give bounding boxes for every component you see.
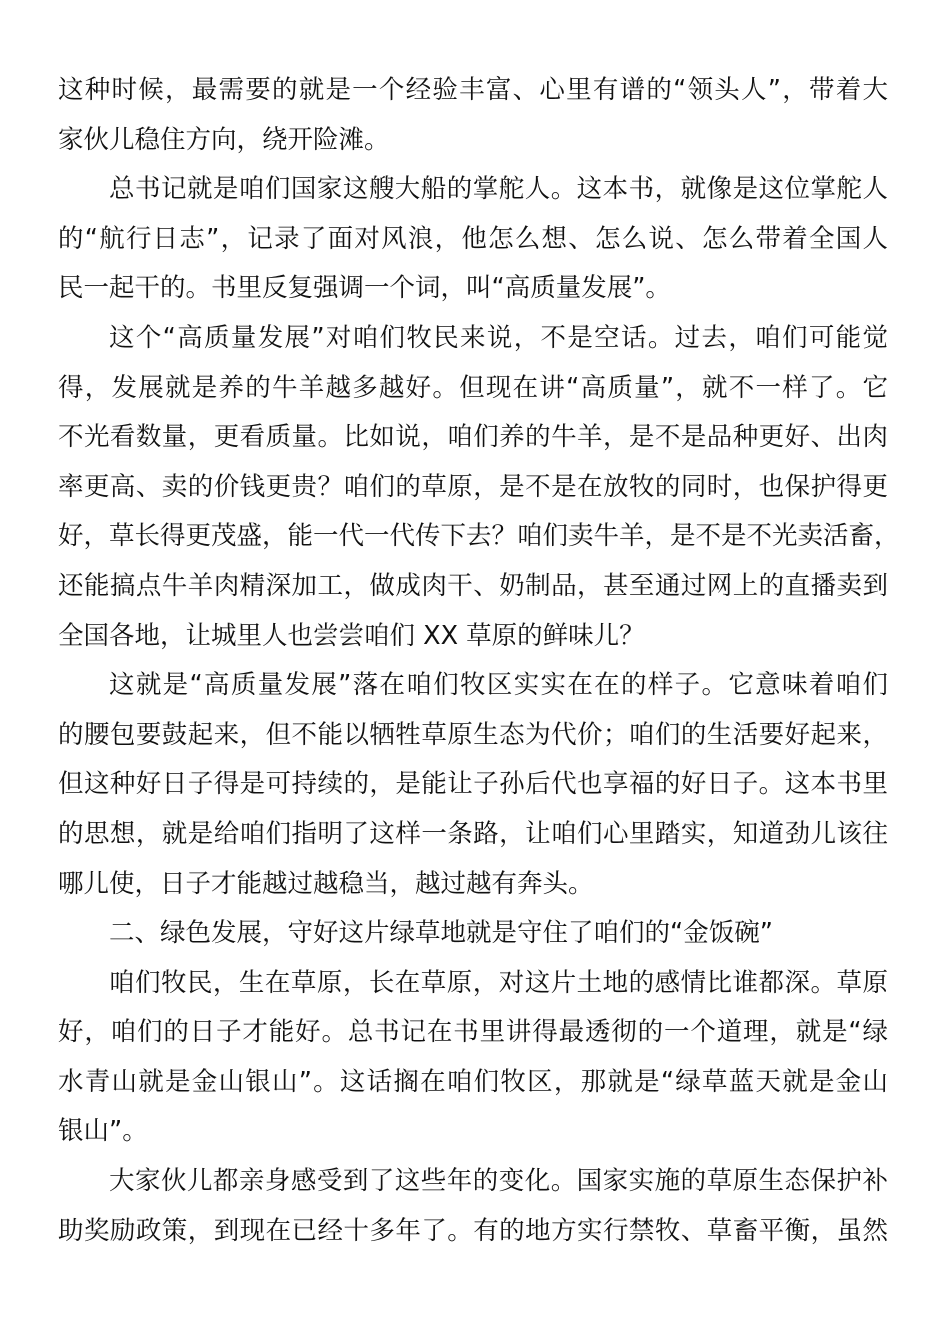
text-line: 咱们牧民，生在草原，长在草原，对这片土地的感情比谁都深。草原 [109, 967, 888, 998]
text-line: 哪儿使，日子才能越过越稳当，越过越有奔头。 [58, 868, 594, 899]
text-line: 好，草长得更茂盛，能一代一代传下去？咱们卖牛羊，是不是不光卖活畜， [58, 521, 900, 552]
text-line: 但这种好日子得是可持续的，是能让子孙后代也享福的好日子。这本书里 [58, 769, 888, 800]
text-line: 民一起干的。书里反复强调一个词，叫“高质量发展”。 [58, 273, 671, 304]
text-line: 这就是“高质量发展”落在咱们牧区实实在在的样子。它意味着咱们 [109, 670, 888, 701]
text-line: 总书记就是咱们国家这艘大船的掌舵人。这本书，就像是这位掌舵人 [109, 174, 888, 205]
text-line: 银山”。 [58, 1116, 148, 1147]
text-line: 这个“高质量发展”对咱们牧民来说，不是空话。过去，咱们可能觉 [109, 322, 888, 353]
text-line: 不光看数量，更看质量。比如说，咱们养的牛羊，是不是品种更好、出肉 [58, 422, 888, 453]
text-line: 家伙儿稳住方向，绕开险滩。 [58, 124, 390, 155]
text-line: 的“航行日志”，记录了面对风浪，他怎么想、怎么说、怎么带着全国人 [58, 223, 888, 254]
document-body [58, 66, 900, 1256]
text-line: 这种时候，最需要的就是一个经验丰富、心里有谱的“领头人”，带着大 [58, 75, 888, 105]
text-line: 大家伙儿都亲身感受到了这些年的变化。国家实施的草原生态保护补 [109, 1166, 888, 1197]
text-line: 的思想，就是给咱们指明了这样一条路，让咱们心里踏实，知道劲儿该往 [58, 818, 888, 849]
text-line: 好，咱们的日子才能好。总书记在书里讲得最透彻的一个道理，就是“绿 [58, 1017, 888, 1048]
text-line: 得，发展就是养的牛羊越多越好。但现在讲“高质量”，就不一样了。它 [58, 372, 888, 403]
text-line: 助奖励政策，到现在已经十多年了。有的地方实行禁牧、草畜平衡，虽然 [58, 1215, 888, 1246]
text-line: 水青山就是金山银山”。这话搁在咱们牧区，那就是“绿草蓝天就是金山 [58, 1066, 888, 1097]
text-line: 的腰包要鼓起来，但不能以牺牲草原生态为代价；咱们的生活要好起来， [58, 719, 888, 750]
text-line: 率更高、卖的价钱更贵？咱们的草原，是不是在放牧的同时，也保护得更 [58, 471, 888, 502]
text-line: 全国各地，让城里人也尝尝咱们 XX 草原的鲜味儿？ [58, 620, 645, 651]
section-heading: 二、绿色发展，守好这片绿草地就是守住了咱们的“金饭碗” [109, 918, 773, 949]
text-line: 还能搞点牛羊肉精深加工，做成肉干、奶制品，甚至通过网上的直播卖到 [58, 570, 888, 601]
